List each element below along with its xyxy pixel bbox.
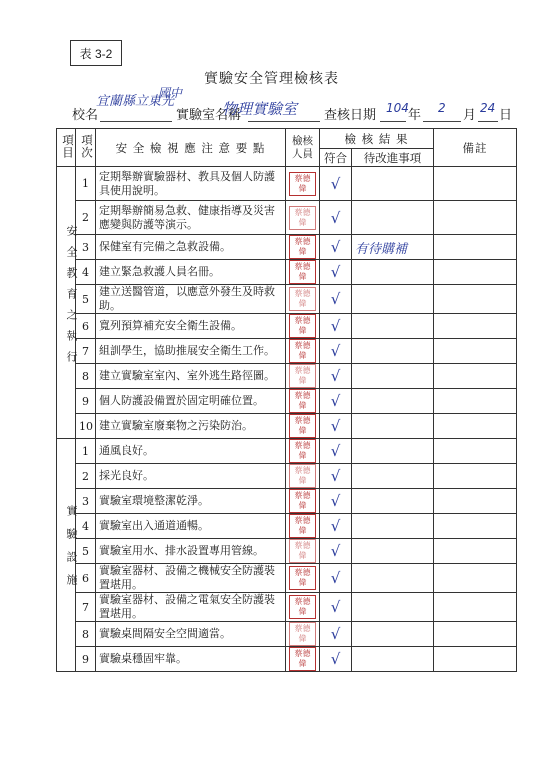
- inspector-seal: 蔡德偉: [289, 364, 316, 388]
- school-label: 校名: [72, 108, 99, 123]
- header-compliant: 符合: [320, 149, 352, 167]
- table-row: [57, 489, 517, 514]
- improvement-cell: [352, 514, 434, 539]
- header-item-no: 項次: [76, 129, 96, 167]
- inspector-cell: [286, 201, 320, 235]
- inspector-seal: 蔡德偉: [289, 464, 316, 488]
- remarks-cell: [434, 314, 517, 339]
- improvement-cell: [352, 489, 434, 514]
- lab-label: 實驗室名稱: [176, 108, 242, 123]
- table-row: [57, 285, 517, 314]
- inspector-cell: [286, 260, 320, 285]
- inspector-cell: [286, 489, 320, 514]
- check-mark-icon: √: [330, 174, 341, 193]
- header-to-improve: 待改進事項: [352, 149, 434, 167]
- check-mark-icon: √: [330, 263, 341, 281]
- improvement-cell: [352, 285, 434, 314]
- inspector-seal: 蔡德偉: [289, 595, 316, 619]
- check-mark-icon: √: [330, 517, 341, 535]
- inspector-cell: [286, 539, 320, 564]
- school-name-handwritten-suffix: 國中: [158, 86, 183, 100]
- year-value: 104: [386, 101, 409, 115]
- inspector-seal: 蔡德偉: [289, 235, 316, 259]
- inspector-seal: 蔡德偉: [289, 260, 316, 284]
- compliant-cell: [320, 464, 352, 489]
- inspector-seal: 蔡德偉: [289, 389, 316, 413]
- item-description: 實驗室環境整潔乾淨。: [96, 489, 286, 514]
- month-underline: [423, 121, 461, 122]
- item-number: 5: [76, 285, 96, 314]
- inspector-seal: 蔡德偉: [289, 314, 316, 338]
- inspector-seal: 蔡德偉: [289, 514, 316, 538]
- school-name-handwritten: 宜蘭縣立東光: [96, 94, 175, 109]
- header-result: 檢 核 結 果: [320, 129, 434, 149]
- inspector-cell: [286, 464, 320, 489]
- item-number: 6: [76, 564, 96, 593]
- improvement-cell: [352, 647, 434, 672]
- item-description: 實驗室器材、設備之機械安全防護裝置堪用。: [96, 564, 286, 593]
- item-number: 2: [76, 201, 96, 235]
- item-number: 9: [76, 647, 96, 672]
- remarks-cell: [434, 593, 517, 622]
- table-row: [57, 167, 517, 201]
- compliant-cell: [320, 339, 352, 364]
- year-underline: [380, 121, 406, 122]
- inspector-seal: 蔡德偉: [289, 172, 316, 196]
- inspector-seal: 蔡德偉: [289, 539, 316, 563]
- improvement-cell: [352, 414, 434, 439]
- check-mark-icon: √: [330, 598, 341, 616]
- remarks-cell: [434, 647, 517, 672]
- item-number: 2: [76, 464, 96, 489]
- category-label: 安全教育之執行: [65, 225, 78, 372]
- remarks-cell: [434, 539, 517, 564]
- improvement-cell: [352, 314, 434, 339]
- remarks-cell: [434, 339, 517, 364]
- remarks-cell: [434, 167, 517, 201]
- date-label: 查核日期: [324, 108, 377, 123]
- inspector-cell: [286, 414, 320, 439]
- check-mark-icon: √: [330, 625, 341, 643]
- improvement-cell: [352, 364, 434, 389]
- item-description: 建立實驗室廢棄物之污染防治。: [96, 414, 286, 439]
- compliant-cell: [320, 514, 352, 539]
- compliant-cell: [320, 647, 352, 672]
- inspector-seal: 蔡德偉: [289, 489, 316, 513]
- table-row: [57, 514, 517, 539]
- inspector-cell: [286, 285, 320, 314]
- inspector-cell: [286, 622, 320, 647]
- item-description: 實驗室出入通道通暢。: [96, 514, 286, 539]
- inspector-cell: [286, 564, 320, 593]
- remarks-cell: [434, 489, 517, 514]
- item-number: 9: [76, 389, 96, 414]
- category-cell: [57, 167, 76, 439]
- header-description: 安 全 檢 視 應 注 意 要 點: [96, 129, 286, 167]
- remarks-cell: [434, 389, 517, 414]
- inspector-seal: 蔡德偉: [289, 339, 316, 363]
- lab-name-handwritten: 物理實驗室: [222, 100, 298, 118]
- table-row: [57, 389, 517, 414]
- inspector-cell: [286, 314, 320, 339]
- item-description: 建立實驗室室內、室外逃生路徑圖。: [96, 364, 286, 389]
- remarks-cell: [434, 201, 517, 235]
- check-mark-icon: √: [330, 208, 341, 227]
- day-value: 24: [480, 101, 496, 115]
- item-number: 7: [76, 593, 96, 622]
- item-number: 4: [76, 514, 96, 539]
- check-mark-icon: √: [330, 542, 341, 560]
- compliant-cell: [320, 564, 352, 593]
- item-description: 組訓學生，協助推展安全衛生工作。: [96, 339, 286, 364]
- compliant-cell: [320, 235, 352, 260]
- lab-underline: [248, 121, 320, 122]
- remarks-cell: [434, 622, 517, 647]
- improvement-cell: [352, 201, 434, 235]
- item-description: 實驗室用水、排水設置專用管線。: [96, 539, 286, 564]
- check-mark-icon: √: [330, 367, 341, 385]
- table-row: [57, 339, 517, 364]
- inspector-seal: 蔡德偉: [289, 439, 316, 463]
- inspector-cell: [286, 439, 320, 464]
- remarks-cell: [434, 260, 517, 285]
- form-number-label: 表 3-2: [70, 40, 122, 66]
- improvement-cell: [352, 167, 434, 201]
- improvement-cell: [352, 389, 434, 414]
- inspector-seal: 蔡德偉: [289, 287, 316, 311]
- compliant-cell: [320, 260, 352, 285]
- category-label: 實驗設施: [65, 505, 78, 597]
- inspector-seal: 蔡德偉: [289, 414, 316, 438]
- item-number: 1: [76, 167, 96, 201]
- item-description: 通風良好。: [96, 439, 286, 464]
- item-number: 8: [76, 364, 96, 389]
- item-number: 1: [76, 439, 96, 464]
- compliant-cell: [320, 167, 352, 201]
- inspector-cell: [286, 593, 320, 622]
- table-row: [57, 314, 517, 339]
- item-number: 3: [76, 489, 96, 514]
- school-underline: [100, 121, 172, 122]
- compliant-cell: [320, 489, 352, 514]
- header-remarks: 備註: [434, 129, 517, 167]
- inspector-seal: 蔡德偉: [289, 622, 316, 646]
- table-row: [57, 564, 517, 593]
- check-mark-icon: √: [330, 492, 341, 510]
- remarks-cell: [434, 235, 517, 260]
- improvement-cell: [352, 260, 434, 285]
- item-number: 4: [76, 260, 96, 285]
- inspector-seal: 蔡德偉: [289, 206, 316, 230]
- remarks-cell: [434, 464, 517, 489]
- compliant-cell: [320, 439, 352, 464]
- check-mark-icon: √: [330, 290, 341, 308]
- compliant-cell: [320, 364, 352, 389]
- remarks-cell: [434, 364, 517, 389]
- category-cell: [57, 439, 76, 672]
- improvement-cell: [352, 593, 434, 622]
- inspector-cell: [286, 364, 320, 389]
- remarks-cell: [434, 285, 517, 314]
- year-label: 年: [408, 108, 422, 123]
- remarks-cell: [434, 564, 517, 593]
- table-row: [57, 593, 517, 622]
- compliant-cell: [320, 201, 352, 235]
- table-row: [57, 464, 517, 489]
- check-mark-icon: √: [330, 417, 341, 435]
- item-number: 8: [76, 622, 96, 647]
- check-mark-icon: √: [330, 238, 341, 256]
- remarks-cell: [434, 439, 517, 464]
- table-row: [57, 260, 517, 285]
- compliant-cell: [320, 285, 352, 314]
- item-description: 定期舉辦簡易急救、健康指導及災害應變與防護等演示。: [96, 201, 286, 235]
- table-row: [57, 235, 517, 260]
- inspector-cell: [286, 514, 320, 539]
- item-number: 10: [76, 414, 96, 439]
- item-description: 保健室有完備之急救設備。: [96, 235, 286, 260]
- improvement-cell: [352, 464, 434, 489]
- table-row: [57, 364, 517, 389]
- item-description: 採光良好。: [96, 464, 286, 489]
- day-label: 日: [499, 108, 513, 123]
- compliant-cell: [320, 593, 352, 622]
- item-description: 建立緊急救護人員名冊。: [96, 260, 286, 285]
- improvement-cell: [352, 622, 434, 647]
- check-mark-icon: √: [330, 392, 341, 410]
- item-description: 建立送醫管道，以應意外發生及時救助。: [96, 285, 286, 314]
- item-description: 實驗室器材、設備之電氣安全防護裝置堪用。: [96, 593, 286, 622]
- inspector-cell: [286, 235, 320, 260]
- compliant-cell: [320, 389, 352, 414]
- remarks-cell: [434, 414, 517, 439]
- improvement-cell: [352, 539, 434, 564]
- inspector-cell: [286, 167, 320, 201]
- compliant-cell: [320, 414, 352, 439]
- improvement-cell: [352, 235, 434, 260]
- header-category: 項目: [57, 129, 76, 167]
- check-mark-icon: √: [330, 569, 341, 587]
- compliant-cell: [320, 539, 352, 564]
- table-row: [57, 201, 517, 235]
- checklist-table: [56, 128, 517, 672]
- item-description: 實驗桌間隔安全空間適當。: [96, 622, 286, 647]
- improvement-cell: [352, 439, 434, 464]
- improvement-cell: [352, 339, 434, 364]
- check-mark-icon: √: [330, 467, 341, 485]
- item-number: 7: [76, 339, 96, 364]
- inspector-cell: [286, 647, 320, 672]
- item-description: 實驗桌穩固牢靠。: [96, 647, 286, 672]
- check-mark-icon: √: [330, 442, 341, 460]
- table-row: [57, 539, 517, 564]
- month-label: 月: [463, 108, 477, 123]
- item-number: 5: [76, 539, 96, 564]
- inspector-cell: [286, 389, 320, 414]
- month-value: 2: [438, 101, 446, 115]
- item-number: 3: [76, 235, 96, 260]
- table-row: [57, 622, 517, 647]
- header-inspector: 檢核人員: [286, 129, 320, 167]
- item-description: 個人防護設備置於固定明確位置。: [96, 389, 286, 414]
- check-mark-icon: √: [330, 317, 341, 335]
- inspector-cell: [286, 339, 320, 364]
- item-description: 寬列預算補充安全衛生設備。: [96, 314, 286, 339]
- compliant-cell: [320, 314, 352, 339]
- check-mark-icon: √: [330, 342, 341, 360]
- day-underline: [478, 121, 498, 122]
- table-row: [57, 647, 517, 672]
- table-row: [57, 439, 517, 464]
- check-mark-icon: √: [330, 650, 341, 668]
- item-description: 定期舉辦實驗器材、教具及個人防護具使用說明。: [96, 167, 286, 201]
- improvement-note: 有待購補: [355, 241, 408, 257]
- compliant-cell: [320, 622, 352, 647]
- table-row: [57, 414, 517, 439]
- document-title: 實驗安全管理檢核表: [204, 71, 339, 87]
- remarks-cell: [434, 514, 517, 539]
- improvement-cell: [352, 564, 434, 593]
- item-number: 6: [76, 314, 96, 339]
- inspector-seal: 蔡德偉: [289, 647, 316, 671]
- inspector-seal: 蔡德偉: [289, 566, 316, 590]
